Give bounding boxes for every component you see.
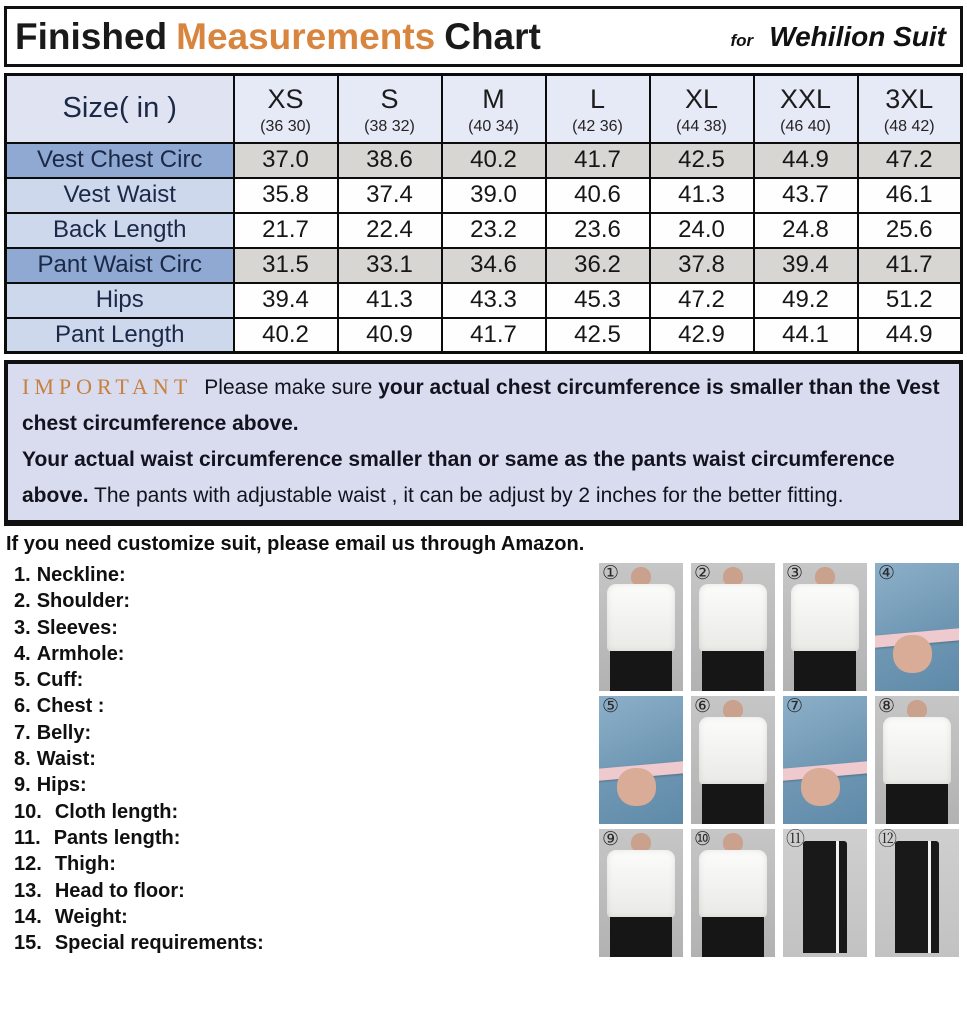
size-row: [6, 143, 962, 178]
size-subrange: (46 40): [780, 118, 831, 136]
size-subrange: (48 42): [883, 118, 935, 136]
measurement-value: 45.3: [546, 283, 650, 318]
measure-photo-neckline: [599, 563, 683, 691]
measurement-value: 37.0: [234, 143, 338, 178]
measure-item: [14, 720, 534, 746]
pants-shape-icon: [702, 784, 764, 824]
measure-photo-belly: [783, 696, 867, 824]
measurement-value: 44.9: [754, 143, 858, 178]
measurement-value: 37.4: [338, 178, 442, 213]
size-column-header-s: [338, 75, 442, 143]
size-name: XS: [267, 84, 304, 115]
size-subrange: (42 36): [572, 118, 623, 136]
size-name: S: [380, 84, 399, 115]
measure-item: [14, 641, 534, 667]
title-word-measurements: Measurements: [176, 15, 436, 57]
row-label: Back Length: [6, 213, 234, 248]
photo-grid: [599, 563, 959, 957]
size-subrange: (36 30): [260, 118, 311, 136]
measure-item-number: 13.: [14, 879, 42, 902]
title-bar: [4, 6, 963, 67]
important-note-box: [4, 360, 963, 526]
measurement-value: 40.9: [338, 318, 442, 353]
size-row: [6, 283, 962, 318]
photo-number-badge: ⑪: [786, 829, 806, 850]
row-label: Vest Waist: [6, 178, 234, 213]
measurement-value: 39.4: [754, 248, 858, 283]
size-column-header-m: [442, 75, 546, 143]
measurement-value: 42.5: [650, 143, 754, 178]
title-word-finished: Finished: [15, 15, 168, 57]
measure-item-number: 1.: [14, 564, 31, 586]
measurement-value: 25.6: [858, 213, 962, 248]
pants-shape-icon: [702, 917, 764, 957]
tape-line-icon: [836, 841, 839, 954]
row-label: Hips: [6, 283, 234, 318]
trousers-shape-icon: [895, 841, 939, 954]
brand-name: Wehilion Suit: [769, 20, 946, 52]
measurement-value: 23.6: [546, 213, 650, 248]
measurement-value: 38.6: [338, 143, 442, 178]
size-name: XXL: [779, 84, 832, 115]
measure-item-label: Shoulder:: [36, 590, 131, 613]
shirt-shape-icon: [883, 717, 952, 785]
important-paragraph: [22, 369, 945, 442]
measure-item-label: Sleeves:: [36, 616, 118, 639]
pants-shape-icon: [794, 651, 856, 691]
size-row: [6, 178, 962, 213]
measure-item-label: Special requirements:: [54, 932, 264, 955]
measure-item-label: Pants length:: [53, 826, 181, 849]
photo-number-badge: ⑫: [878, 829, 898, 850]
measure-item-label: Belly:: [36, 721, 92, 744]
measure-item: [14, 772, 534, 798]
size-column-header-l: [546, 75, 650, 143]
shirt-shape-icon: [699, 584, 768, 652]
measure-item: [14, 615, 534, 641]
hand-shape-icon: [801, 768, 840, 806]
measurement-value: 34.6: [442, 248, 546, 283]
note-text-segment: The pants with adjustable waist , it can be adjust by 2 inches for the better fitting.: [88, 484, 844, 507]
measure-item-number: 8.: [14, 748, 31, 771]
note-text-segment: Your actual waist circumference smaller than or same as the pants waist circumference above.: [22, 448, 895, 507]
shirt-shape-icon: [791, 584, 860, 652]
bottom-section: [0, 559, 967, 957]
measure-item-number: 3.: [14, 616, 31, 639]
measurement-value: 49.2: [754, 283, 858, 318]
measurement-value: 40.2: [234, 318, 338, 353]
measurement-value: 37.8: [650, 248, 754, 283]
size-name: M: [482, 84, 505, 115]
measure-photo-chest: [691, 696, 775, 824]
measure-photo-cuff: [599, 696, 683, 824]
pants-shape-icon: [610, 917, 672, 957]
measure-item: [14, 851, 534, 877]
measurement-value: 42.5: [546, 318, 650, 353]
measure-item-number: 7.: [14, 721, 31, 744]
measurement-value: 41.7: [858, 248, 962, 283]
measurement-value: 40.2: [442, 143, 546, 178]
measurement-value: 33.1: [338, 248, 442, 283]
pants-shape-icon: [702, 651, 764, 691]
photo-number-badge: ⑨: [602, 829, 620, 850]
size-row: [6, 248, 962, 283]
measure-item: [14, 693, 534, 719]
important-paragraph: [22, 442, 945, 514]
measure-photo-cloth-length: [691, 829, 775, 957]
measurement-value: 41.3: [650, 178, 754, 213]
measure-item-label: Head to floor:: [54, 879, 185, 902]
measure-item: [14, 667, 534, 693]
measurement-value: 47.2: [650, 283, 754, 318]
measure-item-label: Cloth length:: [54, 800, 179, 823]
shirt-shape-icon: [699, 850, 768, 918]
measure-item-number: 11.: [14, 826, 41, 849]
page-title: [15, 16, 550, 58]
measure-item-label: Armhole:: [36, 642, 125, 665]
photo-number-badge: ⑥: [694, 696, 712, 717]
size-column-header-xl: [650, 75, 754, 143]
trousers-shape-icon: [803, 841, 847, 954]
measure-item-number: 5.: [14, 669, 31, 692]
measure-item-number: 2.: [14, 590, 31, 613]
measurement-value: 24.0: [650, 213, 754, 248]
measure-item-number: 15.: [14, 932, 42, 955]
size-subrange: (40 34): [468, 118, 519, 136]
row-label: Pant Length: [6, 318, 234, 353]
photo-number-badge: ⑧: [878, 696, 896, 717]
measurement-value: 39.4: [234, 283, 338, 318]
measure-item-label: Weight:: [54, 905, 128, 928]
for-label: for: [730, 30, 754, 50]
measure-item: [14, 799, 534, 825]
important-tag: IMPORTANT: [22, 374, 193, 399]
photo-number-badge: ②: [694, 563, 712, 584]
pants-shape-icon: [886, 784, 948, 824]
measure-photo-waist: [875, 696, 959, 824]
tape-line-icon: [928, 841, 931, 954]
measure-photo-armhole: [875, 563, 959, 691]
row-label: Pant Waist Circ: [6, 248, 234, 283]
size-name: 3XL: [885, 84, 934, 115]
measurement-value: 39.0: [442, 178, 546, 213]
title-word-chart: Chart: [444, 15, 541, 57]
shirt-shape-icon: [607, 850, 676, 918]
measurement-value: 42.9: [650, 318, 754, 353]
measurement-value: 23.2: [442, 213, 546, 248]
measure-item-number: 9.: [14, 774, 31, 797]
measure-item-label: Hips:: [36, 774, 87, 797]
shirt-shape-icon: [699, 717, 768, 785]
measurement-value: 31.5: [234, 248, 338, 283]
size-table-header: [6, 75, 962, 143]
measure-item-number: 4.: [14, 642, 31, 665]
measure-item-label: Chest :: [36, 695, 105, 718]
size-table-body: [6, 143, 962, 353]
customize-email-note: If you need customize suit, please email us through Amazon.: [6, 533, 585, 555]
measurement-value: 51.2: [858, 283, 962, 318]
photo-number-badge: ①: [602, 563, 620, 584]
hand-shape-icon: [617, 768, 656, 806]
measure-item-label: Neckline:: [36, 564, 126, 586]
measurement-value: 36.2: [546, 248, 650, 283]
size-subrange: (44 38): [676, 118, 727, 136]
size-row: [6, 213, 962, 248]
measure-photo-thigh: [875, 829, 959, 957]
shirt-shape-icon: [607, 584, 676, 652]
measurement-value: 43.7: [754, 178, 858, 213]
size-unit-label: Size( in ): [6, 75, 234, 143]
measurement-value: 44.1: [754, 318, 858, 353]
measurement-value: 41.7: [442, 318, 546, 353]
size-header-row: [6, 75, 962, 143]
size-column-header-3xl: [858, 75, 962, 143]
measure-item: [14, 930, 534, 956]
measure-item-label: Cuff:: [36, 669, 84, 692]
measure-item-number: 6.: [14, 695, 31, 718]
measurement-value: 40.6: [546, 178, 650, 213]
measurement-value: 41.7: [546, 143, 650, 178]
size-column-header-xxl: [754, 75, 858, 143]
measurement-value: 47.2: [858, 143, 962, 178]
measure-photo-hips: [599, 829, 683, 957]
measurement-value: 22.4: [338, 213, 442, 248]
measure-item: [14, 746, 534, 772]
measurement-value: 46.1: [858, 178, 962, 213]
measurement-value: 24.8: [754, 213, 858, 248]
measure-item: [14, 825, 534, 851]
measure-item-number: 14.: [14, 905, 42, 928]
row-label: Vest Chest Circ: [6, 143, 234, 178]
note-text-segment: your actual chest circumference is smaller than the Vest chest circumference above.: [22, 376, 940, 435]
measure-photo-sleeves: [783, 563, 867, 691]
measurement-value: 43.3: [442, 283, 546, 318]
measurement-value: 21.7: [234, 213, 338, 248]
brand-block: [731, 21, 946, 53]
measure-item-label: Waist:: [36, 748, 96, 771]
measurement-value: 35.8: [234, 178, 338, 213]
pants-shape-icon: [610, 651, 672, 691]
size-column-header-xs: [234, 75, 338, 143]
measure-item-label: Thigh:: [54, 853, 116, 876]
photo-number-badge: ④: [878, 563, 896, 584]
measurement-value: 44.9: [858, 318, 962, 353]
measurement-value: 41.3: [338, 283, 442, 318]
size-subrange: (38 32): [364, 118, 415, 136]
size-table: [4, 73, 963, 354]
size-name: L: [589, 84, 606, 115]
size-name: XL: [684, 84, 719, 115]
measure-item: [14, 904, 534, 930]
photo-number-badge: ⑤: [602, 696, 620, 717]
measure-item: [14, 878, 534, 904]
note-text-segment: Please make sure: [204, 376, 379, 399]
measure-photo-shoulder: [691, 563, 775, 691]
measure-item: [14, 588, 534, 614]
size-row: [6, 318, 962, 353]
hand-shape-icon: [893, 635, 932, 673]
measure-list: [14, 562, 534, 957]
photo-number-badge: ⑦: [786, 696, 804, 717]
measure-item-number: 12.: [14, 853, 42, 876]
photo-number-badge: ⑩: [694, 829, 712, 850]
measure-item: [14, 562, 534, 588]
photo-number-badge: ③: [786, 563, 804, 584]
measure-item-number: 10.: [14, 800, 42, 823]
measure-photo-pants-length: [783, 829, 867, 957]
